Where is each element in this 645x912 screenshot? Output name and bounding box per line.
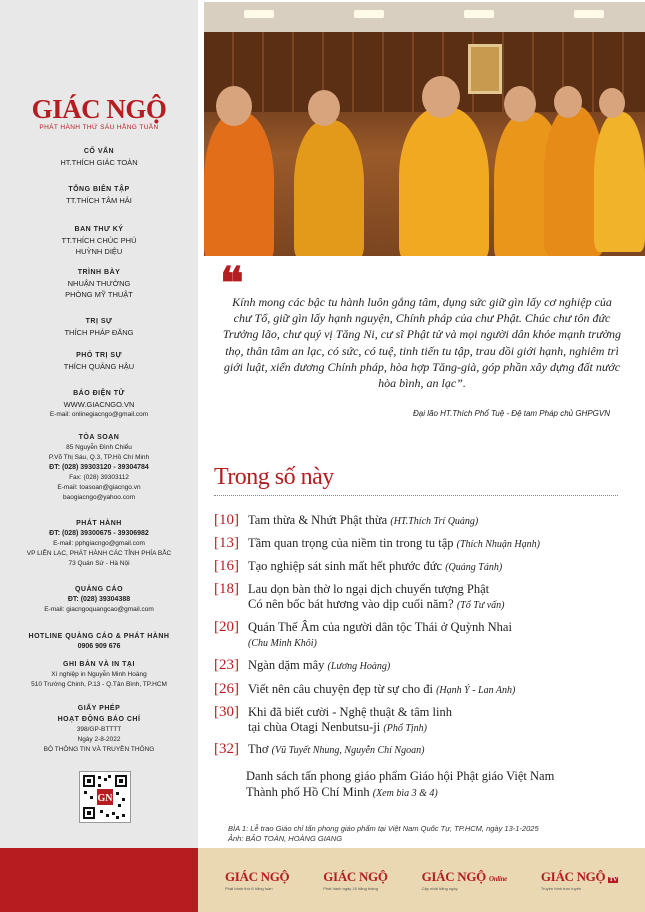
toc-page-number: [13]: [214, 535, 239, 551]
toc-item-author: (Quảng Tánh): [445, 562, 503, 573]
toc-item-title: Tầm quan trọng của niềm tin trong tu tập: [248, 536, 454, 550]
cover-caption-line-2: Ảnh: BẢO TOÀN, HOÀNG GIANG: [228, 834, 343, 843]
toc-item-author: (Chu Minh Khôi): [248, 638, 317, 649]
photo-monk: [594, 112, 645, 252]
toc-divider: [214, 495, 618, 496]
toc-item-title: Khi đã biết cười - Nghệ thuật & tâm linh: [248, 705, 452, 719]
quote-attribution: [300, 409, 610, 418]
photo-lamp: [464, 10, 494, 18]
toc-item-title-2: tại chùa Otagi Nenbutsu-ji: [248, 720, 381, 734]
toc-page-number: [26]: [214, 681, 239, 697]
photo-lamp: [244, 10, 274, 18]
masthead-ghi-ban: GHI BẢN VÀ IN TẠI Xí nghiệp in Nguyễn Minh Hoàng 510 Trường Chinh, P.13 - Q.Tân Bình, TP.HCM: [31, 661, 167, 688]
photo-portrait: [468, 44, 502, 94]
toc-page-number: [16]: [214, 558, 239, 574]
photo-monk: [399, 107, 489, 256]
quote-text: Kính mong các bậc tu hành luôn gắng tâm, dụng sức giữ gìn lấy cơ nghiệp của chư Tổ, giữ gìn lấy hạnh nguyện, Chính pháp của chư Phật. Chúc chư tôn đức Trưởng lão, chư quý vị Tăng Ni, cư sĩ Phật tử và mọi người dân khỏe mạnh trường thọ, thân tâm an lạc, có sức, có tuệ, tinh tiến tu tập, trau dồi giới hạnh, nghiêm trì giới luật, xiển dương Chính pháp, hòa hợp Tăng-già, góp phần xây dựng đất nước hòa bình, an lạc”.: [222, 295, 622, 391]
quote-author: Đại lão HT.Thích Phổ Tuệ: [413, 409, 505, 418]
masthead-phat-hanh: PHÁT HÀNH ĐT: (028) 39300675 - 39306982 E-mail: pphgiacngo@gmail.com VP LIÊN LẠC, PHÁT HÀNH CÁC TỈNH PHÍA BẮC 73 Quán Sứ - Hà Nội: [26, 520, 172, 567]
toc-last-note: (Xem bìa 3 & 4): [372, 788, 438, 799]
toc-item-title: Tạo nghiệp sát sinh mất hết phước đức: [248, 559, 443, 573]
sidebar-footer-band: [0, 848, 198, 912]
photo-monk-head: [599, 88, 625, 118]
toc-page-number: [18]: [214, 581, 239, 597]
toc-page-number: [30]: [214, 704, 239, 720]
masthead-ban-thu-ky: BAN THƯ KÝ TT.THÍCH CHÚC PHÚ HUỲNH DIỆU: [61, 226, 137, 256]
cover-photo: [204, 2, 645, 256]
masthead-giay-phep: GIẤY PHÉP HOẠT ĐỘNG BÁO CHÍ 398/GP-BTTTT Ngày 2-8-2022 BỘ THÔNG TIN VÀ TRUYỀN THÔNG: [43, 705, 155, 753]
masthead-co-van: CỐ VẤN HT.THÍCH GIÁC TOÀN: [60, 148, 138, 167]
toc-page-number: [20]: [214, 619, 239, 635]
footer-logo-tv[interactable]: GIÁC NGỘ TV Truyền hình trực tuyến: [540, 869, 617, 891]
toc-item-author: (Hạnh Ý - Lan Anh): [436, 685, 516, 696]
toc-item-title: Viết nên câu chuyện đẹp từ sự cho đi: [248, 682, 433, 696]
toc-item-title: Ngàn dặm mây: [248, 658, 325, 672]
photo-monk-head: [554, 86, 582, 118]
toc-item-author: (Thích Nhuận Hạnh): [456, 539, 540, 550]
toc-page-number: [23]: [214, 657, 239, 673]
masthead-tong-bien-tap: TỔNG BIÊN TẬP TT.THÍCH TÂM HẢI: [66, 186, 132, 205]
photo-monk-head: [216, 86, 252, 126]
logo-title: GIÁC NGỘ: [31, 94, 167, 124]
toc-item-author: (Phổ Tịnh): [383, 723, 427, 734]
masthead-tri-su: TRỊ SỰ THÍCH PHÁP ĐĂNG: [64, 318, 134, 337]
toc-item-author: (Vũ Tuyết Nhung, Nguyễn Chí Ngoan): [271, 745, 425, 756]
toc-item-title: Lau dọn bàn thờ lo ngại dịch chuyển tượng Phật: [248, 582, 490, 596]
toc-title: Trong số này: [214, 464, 334, 490]
photo-lamp: [354, 10, 384, 18]
quote-icon: ❝: [220, 259, 244, 308]
cover-caption: [228, 824, 628, 844]
footer-logo-online[interactable]: GIÁC NGỘ Online Cập nhật hằng ngày: [421, 869, 507, 891]
photo-lamp: [574, 10, 604, 18]
masthead-hotline: HOTLINE QUẢNG CÁO & PHÁT HÀNH 0906 909 676: [28, 633, 170, 650]
toc-item-title: Thơ: [248, 742, 269, 756]
toc-item-title: Tam thừa & Nhứt Phật thừa: [248, 513, 388, 527]
masthead-trinh-bay: TRÌNH BÀY NHUẬN THƯỜNG PHÒNG MỸ THUẬT: [65, 269, 133, 299]
toc-item-title-2: Có nên bốc bát hương vào dịp cuối năm?: [248, 597, 454, 611]
qr-code-icon: [80, 772, 130, 822]
toc-item-title: Quán Thế Âm của người dân tộc Thái ở Quỳnh Nhai: [248, 620, 512, 634]
masthead-toa-soan: TÒA SOẠN 85 Nguyễn Đình Chiểu P.Võ Thị Sáu, Q.3, TP.Hồ Chí Minh ĐT: (028) 39303120 - 39304784 Fax: (028) 39303112 E-mail: toasoan@giacngo.vn baogiacngo@yahoo.com: [48, 434, 150, 501]
qr-badge: GN: [97, 793, 113, 804]
footer-logos: [198, 848, 645, 912]
toc-last-line-2: Thành phố Hồ Chí Minh: [246, 785, 370, 799]
toc-page-number: [10]: [214, 512, 239, 528]
photo-monk: [204, 112, 274, 256]
masthead-bao-dien-tu: BÁO ĐIỆN TỬ WWW.GIACNGO.VN E-mail: onlinegiacngo@gmail.com: [49, 390, 149, 418]
masthead-pho-tri-su: PHÓ TRỊ SỰ THÍCH QUẢNG HẬU: [63, 352, 135, 371]
toc-item-appointments[interactable]: [246, 768, 626, 802]
masthead-logo: [0, 95, 198, 131]
footer-logo-weekly[interactable]: GIÁC NGỘ Phát hành thứ 6 hằng tuần: [224, 869, 290, 891]
footer-logo-monthly[interactable]: GIÁC NGỘ Phát hành ngày 15 hằng tháng: [323, 869, 388, 891]
qr-code[interactable]: [79, 771, 131, 823]
photo-monk: [294, 120, 364, 256]
toc-item-author: (Tổ Tư vấn): [456, 600, 505, 611]
quote-author-role: - Đệ tam Pháp chủ GHPGVN: [506, 409, 610, 418]
toc-item-author: (HT.Thích Trí Quảng): [390, 516, 479, 527]
toc-last-line-1: Danh sách tấn phong giáo phẩm Giáo hội Phật giáo Việt Nam: [246, 769, 555, 783]
photo-monk-head: [308, 90, 340, 126]
photo-ceiling: [204, 2, 645, 36]
photo-monk-head: [422, 76, 460, 118]
toc-item-author: (Lương Hoàng): [327, 661, 391, 672]
toc-page-number: [32]: [214, 741, 239, 757]
masthead-quang-cao: QUẢNG CÁO ĐT: (028) 39304388 E-mail: giacngoquangcao@gmail.com: [44, 586, 154, 613]
cover-caption-line-1: BÌA 1: Lễ trao Giáo chỉ tấn phong giáo phẩm tại Việt Nam Quốc Tự, TP.HCM, ngày 13-1-2025: [228, 824, 539, 833]
photo-monk-head: [504, 86, 536, 122]
logo-subtitle: PHÁT HÀNH THỨ SÁU HẰNG TUẦN: [39, 124, 159, 131]
